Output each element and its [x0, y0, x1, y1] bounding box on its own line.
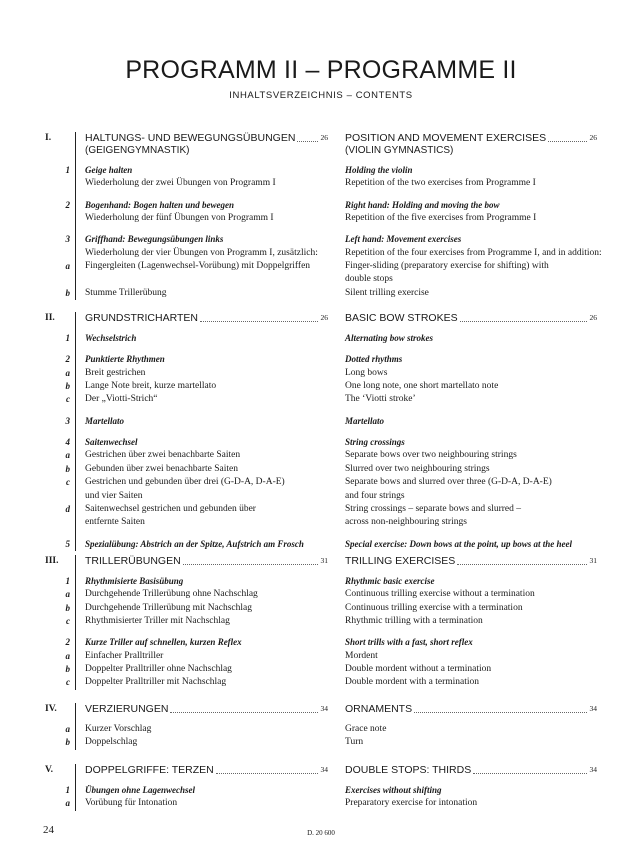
toc-entry[interactable]: [0, 212, 642, 225]
entry-marker: a: [65, 450, 70, 461]
entry-marker: 4: [65, 437, 70, 448]
section-page-en: 34: [589, 765, 597, 774]
entry-text-de: Spezialübung: Abstrich an der Spitze, Aufstrich am Frosch: [85, 538, 304, 549]
entry-text-de: Gebunden über zwei benachbarte Saiten: [85, 463, 238, 474]
dot-leader: [457, 564, 586, 565]
entry-text-en: Right hand: Holding and moving the bow: [345, 199, 500, 210]
toc-entry[interactable]: [0, 177, 642, 190]
entry-text-en: double stops: [345, 274, 393, 285]
entry-text-de: Wiederholung der zwei Übungen von Programm I: [85, 178, 276, 189]
entry-text-en: Silent trilling exercise: [345, 287, 429, 298]
dot-leader: [548, 141, 586, 142]
dot-leader: [297, 141, 317, 142]
toc-subsection[interactable]: [0, 332, 642, 345]
toc-entry[interactable]: [0, 736, 642, 749]
entry-text-de: Doppelter Pralltriller mit Nachschlag: [85, 677, 227, 688]
toc-entry[interactable]: [0, 503, 642, 516]
entry-text-de: Kurzer Vorschlag: [85, 724, 152, 734]
entry-text-en: String crossings: [345, 437, 405, 448]
entry-text-en: Continuous trilling exercise with a termination: [345, 602, 523, 613]
toc-entry[interactable]: [0, 615, 642, 628]
entry-text-en: across non-neighbouring strings: [345, 517, 467, 528]
entry-marker: 1: [65, 333, 70, 343]
entry-marker: a: [65, 367, 70, 378]
entry-text-en: Special exercise: Down bows at the point, up bows at the heel: [345, 538, 573, 549]
section-number: V.: [45, 765, 54, 775]
entry-text-en: Left hand: Movement exercises: [345, 234, 462, 245]
entry-marker: a: [65, 798, 70, 809]
entry-text-en: Mordent: [345, 650, 378, 661]
section-rule: [75, 312, 76, 551]
entry-text-en: Repetition of the five exercises from Programme I: [345, 213, 537, 224]
section-page-de: 26: [320, 313, 328, 322]
toc-entry[interactable]: [0, 516, 642, 529]
dot-leader: [460, 321, 587, 322]
toc-entry[interactable]: [0, 380, 642, 393]
entry-marker: 1: [65, 785, 70, 795]
section-page-en: 34: [589, 704, 597, 713]
entry-text-de: Gestrichen über zwei benachbarte Saiten: [85, 450, 241, 461]
entry-marker: 2: [65, 637, 70, 648]
entry-text-en: Martellato: [345, 415, 385, 426]
section-heading-de[interactable]: [85, 555, 328, 567]
entry-text-en: Dotted rhythms: [345, 354, 403, 365]
entry-text-de: Doppelter Pralltriller ohne Nachschlag: [85, 664, 232, 675]
entry-text-en: Holding the violin: [345, 165, 413, 175]
entry-marker: 2: [65, 354, 70, 365]
entry-text-en: and four strings: [345, 490, 405, 501]
section-page-en: 31: [589, 556, 597, 565]
dot-leader: [473, 773, 586, 774]
section-heading-de[interactable]: [85, 764, 328, 776]
entry-text-de: Durchgehende Trillerübung ohne Nachschlag: [85, 589, 258, 600]
entry-text-de: Lange Note breit, kurze martellato: [85, 381, 217, 392]
entry-text-en: Finger-sliding (preparatory exercise for shifting) with: [345, 261, 549, 272]
section-title-en: TRILLING EXERCISES: [345, 555, 456, 567]
section-title-en: BASIC BOW STROKES: [345, 312, 458, 324]
entry-text-de: Kurze Triller auf schnellen, kurzen Reflex: [85, 637, 242, 648]
entry-text-en: Separate bows over two neighbouring strings: [345, 450, 517, 461]
entry-marker: c: [66, 616, 70, 627]
toc-subsection[interactable]: [0, 233, 642, 246]
entry-text-en: Exercises without shifting: [345, 785, 442, 795]
entry-text-en: Rhythmic trilling with a termination: [345, 616, 483, 627]
dot-leader: [170, 712, 317, 713]
toc-subsection[interactable]: [0, 353, 642, 366]
section-title-de: GRUNDSTRICHARTEN: [85, 312, 198, 324]
dot-leader: [216, 773, 318, 774]
entry-marker: b: [65, 287, 70, 298]
section-subtitle-de: (GEIGENGYMNASTIK): [85, 145, 190, 156]
section-rule: [75, 764, 76, 811]
section-heading-de[interactable]: [85, 132, 328, 144]
section-heading-de[interactable]: [85, 703, 328, 715]
entry-text-de: Rhythmisierter Triller mit Nachschlag: [85, 616, 230, 627]
entry-text-en: Continuous trilling exercise without a termination: [345, 589, 535, 600]
entry-marker: a: [65, 650, 70, 661]
section-heading-en[interactable]: [345, 312, 597, 324]
toc-subsection[interactable]: [0, 415, 642, 428]
entry-text-de: Rhythmisierte Basisübung: [85, 576, 184, 586]
toc-entry[interactable]: [0, 393, 642, 406]
entry-text-de: Wiederholung der vier Übungen von Programm I, zusätzlich:: [85, 247, 318, 258]
entry-text-en: Separate bows and slurred over three (G-D-A, D-A-E): [345, 477, 552, 488]
section-number: IV.: [45, 704, 57, 714]
entry-text-en: Grace note: [345, 724, 387, 734]
entry-text-en: Long bows: [345, 367, 388, 378]
entry-text-en: Rhythmic basic exercise: [345, 576, 435, 586]
toc-subsection[interactable]: [0, 636, 642, 649]
entry-marker: 5: [65, 538, 70, 549]
section-page-de: 34: [320, 765, 328, 774]
toc-entry[interactable]: [0, 463, 642, 476]
toc-entry[interactable]: [0, 260, 642, 273]
entry-text-de: Übungen ohne Lagenwechsel: [85, 785, 196, 795]
section-rule: [75, 132, 76, 300]
section-heading-en[interactable]: [345, 555, 597, 567]
toc-entry[interactable]: [0, 650, 642, 663]
entry-text-en: Turn: [345, 737, 364, 748]
toc-subsection[interactable]: [0, 538, 642, 551]
section-page-de: 26: [320, 133, 328, 142]
entry-text-de: und vier Saiten: [85, 490, 143, 501]
toc-entry[interactable]: [0, 490, 642, 503]
entry-text-de: Geige halten: [85, 165, 133, 175]
entry-text-de: Martellato: [85, 415, 125, 426]
section-heading-de[interactable]: [85, 312, 328, 324]
section-title-en: ORNAMENTS: [345, 703, 413, 715]
section-number: III.: [45, 556, 59, 566]
entry-text-en: One long note, one short martellato note: [345, 381, 499, 392]
toc-entry[interactable]: [0, 367, 642, 380]
dot-leader: [183, 564, 318, 565]
entry-text-en: String crossings – separate bows and slurred –: [345, 503, 521, 514]
toc-subsection[interactable]: [0, 436, 642, 449]
entry-marker: b: [65, 602, 70, 613]
entry-marker: b: [65, 463, 70, 474]
section-title-en: DOUBLE STOPS: THIRDS: [345, 764, 472, 776]
entry-text-en: Repetition of the two exercises from Programme I: [345, 178, 536, 189]
toc-entry[interactable]: [0, 449, 642, 462]
entry-text-de: Fingergleiten (Lagenwechsel-Vorübung) mit Doppelgriffen: [85, 261, 311, 272]
entry-marker: 1: [65, 165, 70, 175]
section-title-de: DOPPELGRIFFE: TERZEN: [85, 764, 214, 776]
toc-entry[interactable]: [0, 663, 642, 676]
entry-marker: c: [66, 477, 70, 488]
entry-text-de: Vorübung für Intonation: [85, 798, 178, 809]
section-title-de: VERZIERUNGEN: [85, 703, 169, 715]
toc-entry[interactable]: [0, 676, 642, 689]
entry-text-de: Einfacher Pralltriller: [85, 650, 164, 661]
entry-text-de: Stumme Trillerübung: [85, 287, 167, 298]
entry-text-en: Double mordent without a termination: [345, 664, 492, 675]
section-title-de: HALTUNGS- UND BEWEGUNGSÜBUNGEN: [85, 132, 296, 144]
section-subtitle-en: (VIOLIN GYMNASTICS): [345, 145, 454, 156]
entry-text-en: Alternating bow strokes: [345, 333, 434, 343]
entry-text-de: Der „Viotti-Strich“: [85, 394, 158, 405]
section-number: I.: [45, 133, 52, 143]
entry-text-de: Breit gestrichen: [85, 367, 146, 378]
section-rule: [75, 703, 76, 750]
entry-marker: b: [65, 737, 70, 748]
entry-text-de: Wiederholung der fünf Übungen von Programm I: [85, 213, 274, 224]
entry-marker: c: [66, 394, 70, 405]
toc-entry[interactable]: [0, 273, 642, 286]
section-page-en: 26: [589, 133, 597, 142]
section-heading-en[interactable]: [345, 703, 597, 715]
entry-marker: 3: [65, 415, 70, 426]
entry-text-de: Saitenwechsel: [85, 437, 138, 448]
entry-text-en: Double mordent with a termination: [345, 677, 480, 688]
entry-text-de: Gestrichen und gebunden über drei (G-D-A, D-A-E): [85, 477, 285, 488]
entry-text-en: Slurred over two neighbouring strings: [345, 463, 490, 474]
entry-text-de: Saitenwechsel gestrichen und gebunden über: [85, 503, 256, 514]
entry-marker: 2: [65, 199, 70, 210]
page-number: 24: [43, 824, 54, 836]
toc-entry[interactable]: [0, 602, 642, 615]
toc-subsection[interactable]: [0, 199, 642, 212]
toc-entry[interactable]: [0, 797, 642, 810]
toc-entry[interactable]: [0, 476, 642, 489]
section-rule: [75, 555, 76, 690]
toc-subsection[interactable]: [0, 575, 642, 588]
entry-marker: c: [66, 677, 70, 688]
entry-text-de: Punktierte Rhythmen: [85, 354, 165, 365]
section-page-en: 26: [589, 313, 597, 322]
entry-text-en: The ‘Viotti stroke’: [345, 394, 416, 405]
entry-marker: a: [65, 589, 70, 600]
entry-text-en: Short trills with a fast, short reflex: [345, 637, 473, 648]
entry-text-en: Preparatory exercise for intonation: [345, 798, 478, 809]
page-subtitle: INHALTSVERZEICHNIS – CONTENTS: [229, 90, 413, 101]
catalog-number: D. 20 600: [307, 829, 335, 837]
entry-text-de: Griffhand: Bewegungsübungen links: [85, 234, 224, 245]
entry-text-de: Doppelschlag: [85, 737, 138, 748]
toc-entry[interactable]: [0, 723, 642, 736]
section-number: II.: [45, 313, 55, 323]
entry-text-de: Bogenhand: Bogen halten und bewegen: [85, 199, 235, 210]
entry-marker: b: [65, 664, 70, 675]
entry-text-de: Wechselstrich: [85, 333, 137, 343]
entry-marker: b: [65, 381, 70, 392]
section-title-en: POSITION AND MOVEMENT EXERCISES: [345, 132, 547, 144]
entry-text-de: Durchgehende Trillerübung mit Nachschlag: [85, 602, 253, 613]
toc-entry[interactable]: [0, 247, 642, 260]
section-page-de: 31: [320, 556, 328, 565]
section-heading-en[interactable]: [345, 764, 597, 776]
section-heading-en[interactable]: [345, 132, 597, 144]
entry-marker: a: [65, 261, 70, 272]
section-title-de: TRILLERÜBUNGEN: [85, 555, 181, 567]
dot-leader: [414, 712, 586, 713]
entry-text-de: entfernte Saiten: [85, 517, 145, 528]
section-page-de: 34: [320, 704, 328, 713]
entry-marker: d: [65, 503, 70, 514]
toc-entry[interactable]: [0, 287, 642, 300]
toc-entry[interactable]: [0, 588, 642, 601]
toc-subsection[interactable]: [0, 164, 642, 177]
entry-marker: a: [65, 724, 70, 734]
entry-text-en: Repetition of the four exercises from Programme I, and in addition:: [345, 247, 602, 258]
entry-marker: 3: [65, 234, 70, 245]
entry-marker: 1: [65, 576, 70, 586]
dot-leader: [200, 321, 318, 322]
page-title: PROGRAMM II – PROGRAMME II: [125, 56, 517, 84]
toc-subsection[interactable]: [0, 784, 642, 797]
